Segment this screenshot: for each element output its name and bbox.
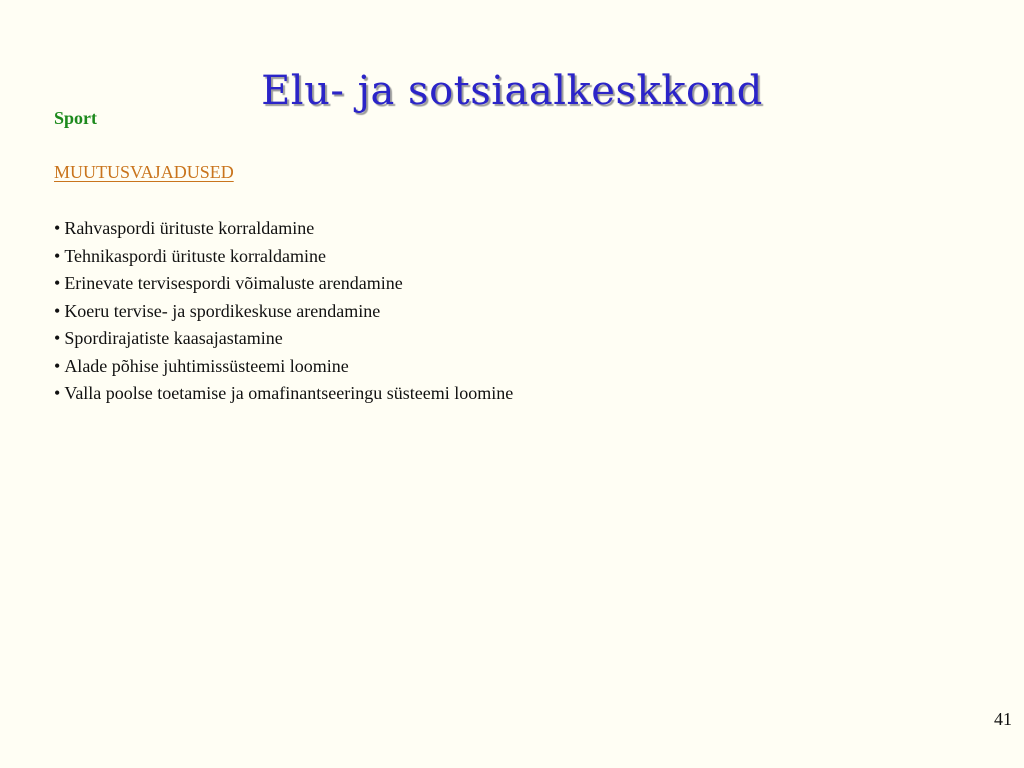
bullet-icon: •: [54, 300, 61, 321]
bullet-icon: •: [54, 355, 61, 376]
bullet-icon: •: [54, 383, 61, 403]
change-needs-list: [54, 215, 513, 408]
list-item: [54, 298, 513, 326]
list-item: [54, 243, 513, 271]
list-item: [54, 215, 513, 243]
list-item-text: Spordirajatiste kaasajastamine: [64, 328, 283, 348]
list-item-text: Koeru tervise- ja spordikeskuse arendamine: [64, 300, 381, 321]
list-item: [54, 353, 513, 381]
list-item: [54, 380, 513, 408]
bullet-icon: •: [54, 328, 61, 348]
section-label-sport: Sport: [54, 108, 98, 128]
list-item-text: Alade põhise juhtimissüsteemi loomine: [64, 355, 349, 376]
list-item-text: Erinevate tervisespordi võimaluste arendamine: [64, 273, 403, 293]
bullet-icon: •: [54, 218, 61, 238]
list-item: [54, 325, 513, 353]
slide-title: Elu- ja sotsiaalkeskkond: [261, 67, 763, 114]
list-item-text: Rahvaspordi ürituste korraldamine: [64, 218, 315, 238]
list-item-text: Valla poolse toetamise ja omafinantseeringu süsteemi loomine: [64, 383, 514, 403]
bullet-icon: •: [54, 245, 61, 266]
slide-number: 41: [994, 709, 1012, 729]
bullet-icon: •: [54, 273, 61, 293]
list-item: [54, 270, 513, 298]
subsection-label-muutusvajadused: MUUTUSVAJADUSED: [54, 162, 234, 182]
list-item-text: Tehnikaspordi ürituste korraldamine: [64, 245, 326, 266]
